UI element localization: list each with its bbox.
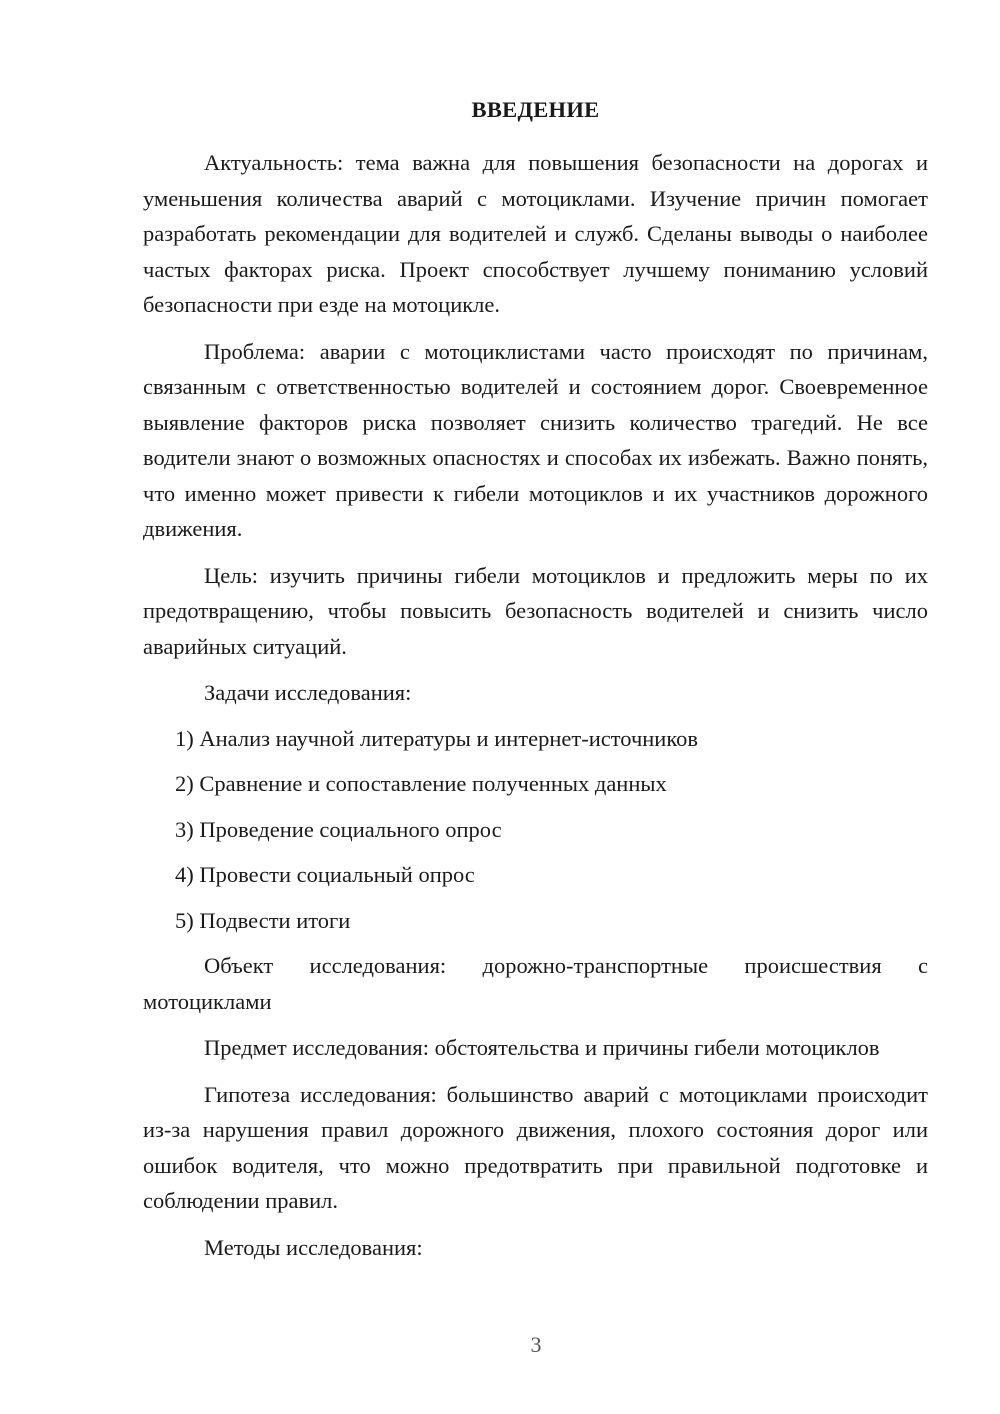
- tasks-list: [143, 721, 928, 939]
- task-item: 1) Анализ научной литературы и интернет-источников: [175, 725, 699, 751]
- relevance-paragraph: Актуальность: тема важна для повышения безопасности на дорогах и уменьшения количества аварий с мотоциклами. Изучение причин помогает разработать рекомендации для водителей и служб. Сделаны выводы о наиболее частых факторах риска. Проект способствует лучшему пониманию условий безопасности при езде на мотоцикле.: [143, 150, 928, 317]
- problem-paragraph: Проблема: аварии с мотоциклистами часто происходят по причинам, связанным с ответственностью водителей и состоянием дорог. Своевременное выявление факторов риска позволяет снизить количество трагедий. Не все водители знают о возможных опасностях и способах их избежать. Важно понять, что именно может привести к гибели мотоциклов и их участников дорожного движения.: [143, 338, 928, 541]
- methods-heading: Методы исследования:: [204, 1234, 423, 1260]
- object-paragraph: Объект исследования: дорожно-транспортные происшествия с мотоциклами: [143, 953, 928, 1014]
- task-item: 2) Сравнение и сопоставление полученных данных: [175, 771, 667, 796]
- tasks-heading: Задачи исследования:: [204, 680, 412, 705]
- task-item: 3) Проведение социального опрос: [175, 816, 502, 842]
- page-title: ВВЕДЕНИЕ: [471, 97, 600, 122]
- task-item: 4) Провести социальный опрос: [175, 862, 475, 887]
- subject-paragraph: Предмет исследования: обстоятельства и причины гибели мотоциклов: [204, 1035, 880, 1060]
- hypothesis-paragraph: Гипотеза исследования: большинство аварий с мотоциклами происходит из-за нарушения правил дорожного движения, плохого состояния дорог или ошибок водителя, что можно предотвратить при правильной подготовке и соблюдении правил.: [143, 1081, 928, 1213]
- page-content: [143, 92, 928, 1275]
- task-item: 5) Подвести итоги: [175, 907, 351, 933]
- goal-paragraph: Цель: изучить причины гибели мотоциклов и предложить меры по их предотвращению, чтобы повысить безопасность водителей и снизить число аварийных ситуаций.: [143, 562, 928, 659]
- page-number: 3: [530, 1332, 542, 1357]
